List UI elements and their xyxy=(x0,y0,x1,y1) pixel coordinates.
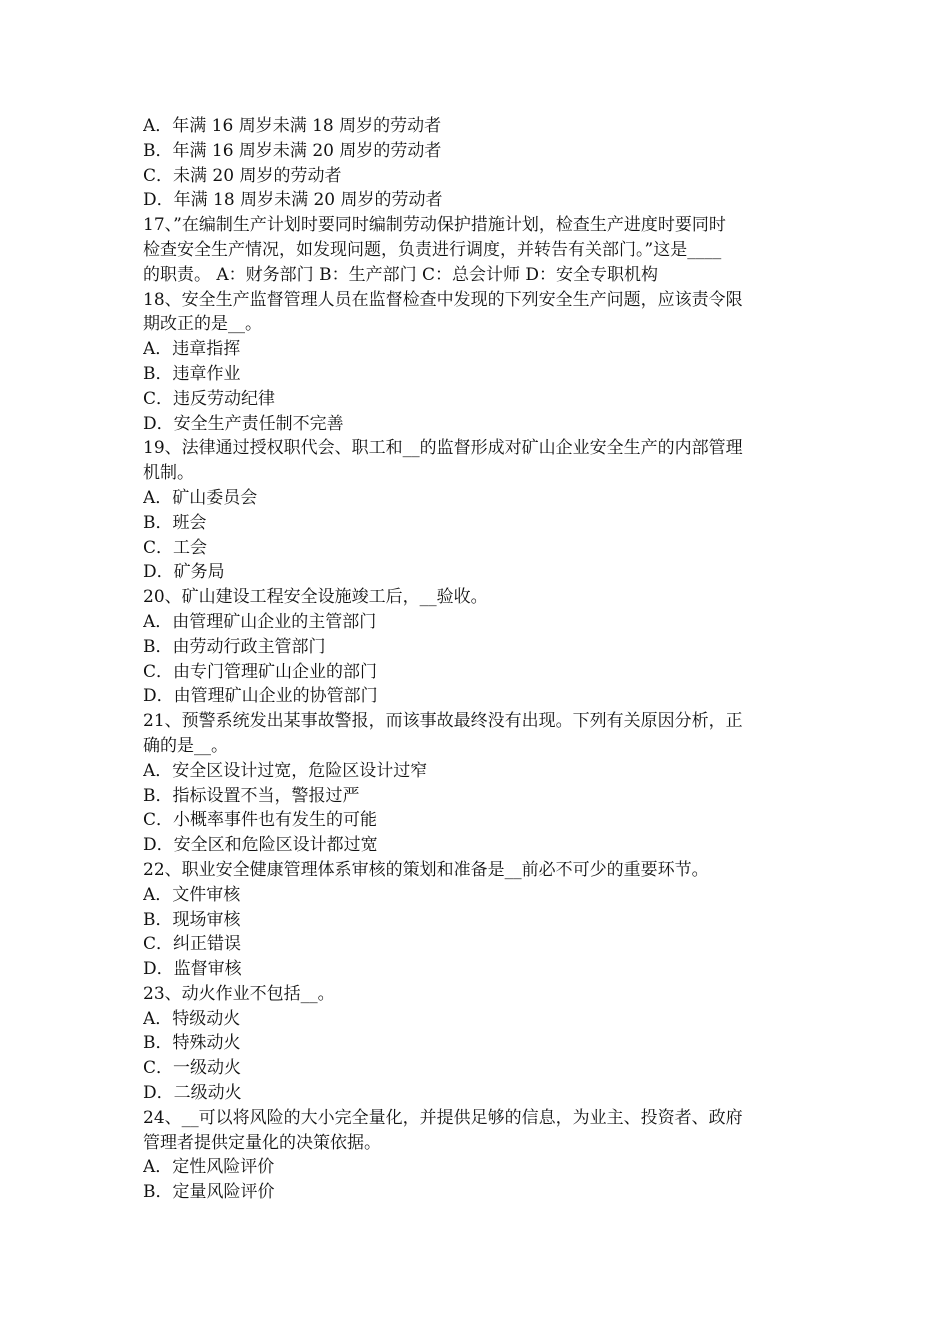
text-line: A．定性风险评价 xyxy=(143,1157,275,1178)
text-line: A．特级动火 xyxy=(143,1008,241,1029)
text-line: D．监督审核 xyxy=(143,959,242,980)
text-line: 21、预警系统发出某事故警报，而该事故最终没有出现。下列有关原因分析，正 xyxy=(143,711,743,732)
text-line: 管理者提供定量化的决策依据。 xyxy=(143,1132,381,1153)
text-line: 期改正的是__。 xyxy=(143,314,262,335)
text-line: C．未满 20 周岁的劳动者 xyxy=(143,165,342,186)
text-line: B．指标设置不当，警报过严 xyxy=(143,785,360,806)
text-line: 20、矿山建设工程安全设施竣工后，__验收。 xyxy=(143,587,488,608)
document-page xyxy=(143,114,810,1205)
text-line: 机制。 xyxy=(143,463,194,484)
text-line: C．小概率事件也有发生的可能 xyxy=(143,810,378,831)
text-line: D．二级动火 xyxy=(143,1083,242,1104)
text-line: 23、动火作业不包括__。 xyxy=(143,983,335,1004)
text-line: B．特殊动火 xyxy=(143,1033,241,1054)
text-line: A．由管理矿山企业的主管部门 xyxy=(143,611,377,632)
text-line: B．年满 16 周岁未满 20 周岁的劳动者 xyxy=(143,140,442,161)
text-line: A．安全区设计过宽，危险区设计过窄 xyxy=(143,760,428,781)
text-line: 22、职业安全健康管理体系审核的策划和准备是__前必不可少的重要环节。 xyxy=(143,859,709,880)
text-line: B．定量风险评价 xyxy=(143,1182,275,1203)
text-line: C．违反劳动纪律 xyxy=(143,388,276,409)
text-line: 17、”在编制生产计划时要同时编制劳动保护措施计划，检查生产进度时要同时 xyxy=(143,215,726,236)
text-line: B．班会 xyxy=(143,512,207,533)
text-line: B．违章作业 xyxy=(143,363,241,384)
text-line: D．矿务局 xyxy=(143,562,225,583)
text-line: A．文件审核 xyxy=(143,884,241,905)
text-line: C．工会 xyxy=(143,537,208,558)
text-line: 的职责。 A：财务部门 B：生产部门 C：总会计师 D：安全专职机构 xyxy=(143,264,659,285)
text-line: A．年满 16 周岁未满 18 周岁的劳动者 xyxy=(143,116,442,136)
text-line: C．由专门管理矿山企业的部门 xyxy=(143,661,378,682)
text-line: C．一级动火 xyxy=(143,1058,242,1079)
text-line: 19、法律通过授权职代会、职工和__的监督形成对矿山企业安全生产的内部管理 xyxy=(143,438,743,459)
text-line: 检查安全生产情况，如发现问题，负责进行调度，并转告有关部门。”这是____ xyxy=(143,239,722,260)
text-line: 确的是__。 xyxy=(143,735,228,756)
text-line: B．现场审核 xyxy=(143,909,241,930)
text-line: 18、安全生产监督管理人员在监督检查中发现的下列安全生产问题，应该责令限 xyxy=(143,289,743,310)
text-line: D．安全区和危险区设计都过宽 xyxy=(143,835,378,856)
text-line: 24、__可以将风险的大小完全量化，并提供足够的信息，为业主、投资者、政府 xyxy=(143,1107,743,1128)
text-line: A．违章指挥 xyxy=(143,339,241,360)
text-line: D．年满 18 周岁未满 20 周岁的劳动者 xyxy=(143,190,443,211)
text-line: D．由管理矿山企业的协管部门 xyxy=(143,686,378,707)
text-line: C．纠正错误 xyxy=(143,934,242,955)
text-line: A．矿山委员会 xyxy=(143,487,258,508)
text-line: D．安全生产责任制不完善 xyxy=(143,413,344,434)
text-line: B．由劳动行政主管部门 xyxy=(143,636,326,657)
